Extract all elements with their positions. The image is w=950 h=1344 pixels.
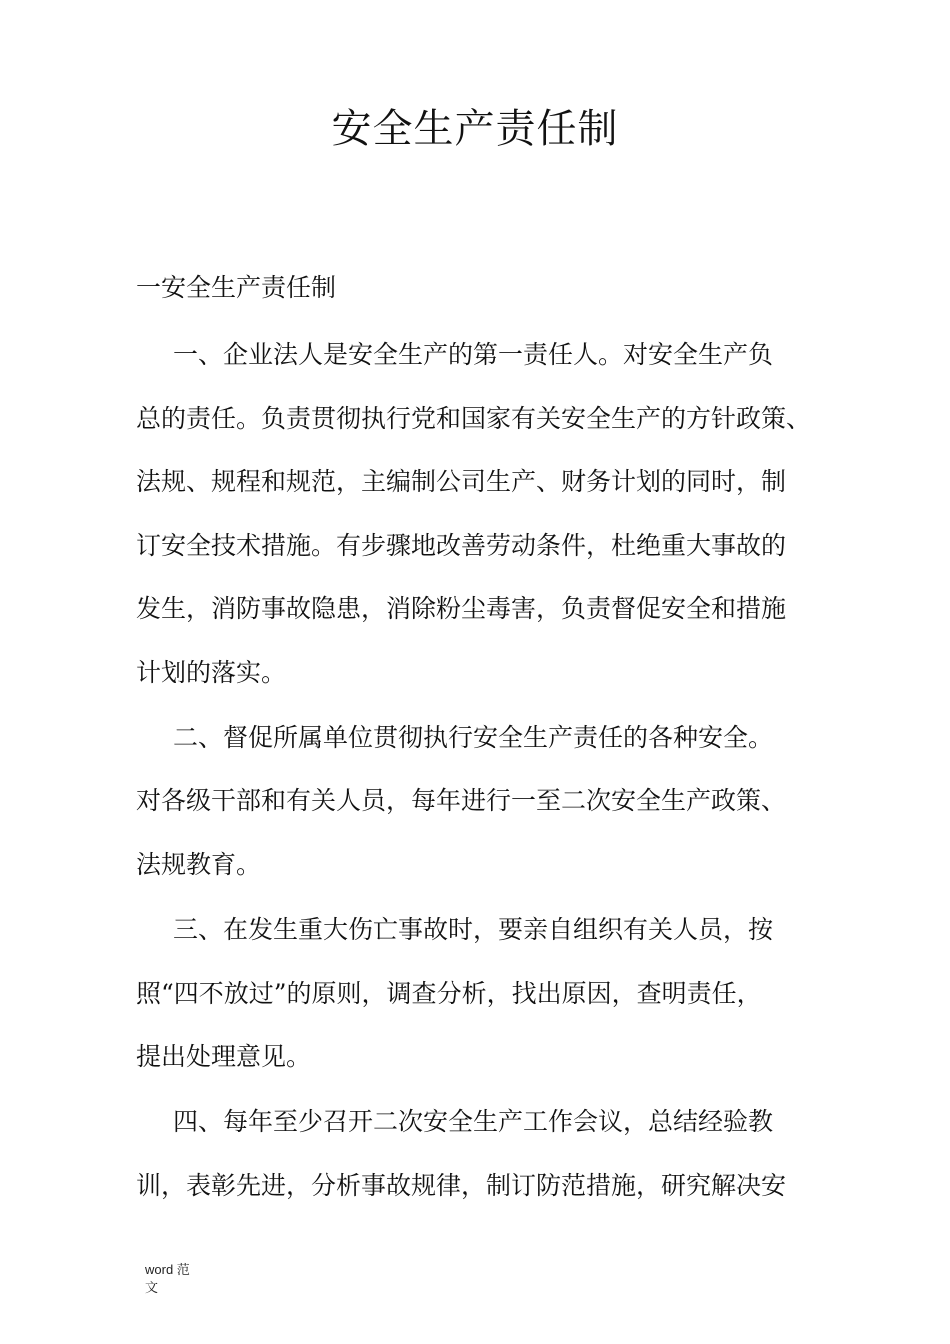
paragraph-line: 法规教育。: [136, 850, 262, 879]
paragraph-line: 提出处理意见。: [136, 1042, 312, 1071]
paragraph-line: 发生，消防事故隐患，消除粉尘毒害，负责督促安全和措施: [136, 594, 787, 623]
paragraph-line: 一、企业法人是安全生产的第一责任人。对安全生产负: [173, 340, 774, 369]
page-footer: [145, 1261, 205, 1297]
section-heading: 一安全生产责任制: [136, 273, 337, 302]
paragraph-line: 照“四不放过”的原则，调查分析，找出原因，查明责任，: [136, 979, 762, 1008]
document-title: 安全生产责任制: [331, 106, 619, 152]
paragraph-line: 训，表彰先进，分析事故规律，制订防范措施，研究解决安: [136, 1171, 787, 1200]
footer-line: word 范: [145, 1262, 190, 1277]
paragraph-line: 三、在发生重大伤亡事故时，要亲自组织有关人员，按: [173, 915, 774, 944]
paragraph-line: 法规、规程和规范，主编制公司生产、财务计划的同时，制: [136, 467, 787, 496]
paragraph-line: 计划的落实。: [136, 658, 287, 687]
paragraph-line: 总的责任。负责贯彻执行党和国家有关安全生产的方针政策、: [136, 404, 812, 433]
paragraph-line: 订安全技术措施。有步骤地改善劳动条件，杜绝重大事故的: [136, 531, 787, 560]
paragraph-line: 四、每年至少召开二次安全生产工作会议，总结经验教: [173, 1107, 774, 1136]
paragraph-line: 对各级干部和有关人员，每年进行一至二次安全生产政策、: [136, 786, 787, 815]
paragraph-line: 二、督促所属单位贯彻执行安全生产责任的各种安全。: [173, 723, 774, 752]
footer-line: 文: [145, 1280, 159, 1295]
